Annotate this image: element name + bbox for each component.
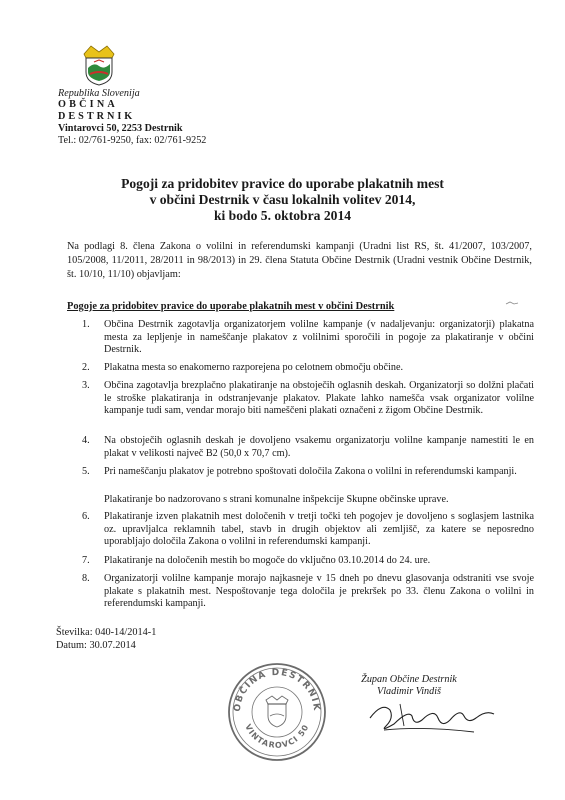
item-number: 8. [82,573,90,584]
municipal-crest-icon [82,44,116,86]
item-number: 6. [82,511,90,522]
item-text: Pri nameščanju plakatov je potrebno spoštovati določila Zakona o volilni in referendumski kampanji. [104,466,517,477]
list-item [82,511,534,549]
title-line-3: ki bodo 5. oktobra 2014 [213,208,352,223]
document-title [60,176,505,224]
intro-paragraph: Na podlagi 8. člena Zakona o volilni in referendumski kampanji (Uradni list RS, št. 41/2007, 103/2007, 105/2008, 11/2011, 28/2011 in 98/2013) in 29. člena Statuta Občine Destrnik (Uradni vestnik Občine Destrnik, št. 10/10, 11/10) objavljam: [67,241,532,281]
item-text: Plakatna mesta so enakomerno razporejena po celotnem območju občine. [104,362,404,373]
official-stamp-icon [222,656,332,766]
header-address: Vintarovci 50, 2253 Destrnik [58,123,183,134]
item-number: 7. [82,555,90,566]
list-item [82,555,534,568]
item-text: Organizatorji volilne kampanje morajo najkasneje v 15 dneh po dnevu glasovanja odstraniti vse svoje plakate s plakatnih mest. Nespoštovanje tega določila je prekršek po 33. členu Zakona o volilni in referendumski kampanji. [104,573,534,610]
list-item [82,362,534,375]
svg-text:OBČINA DESTRNIK: OBČINA DESTRNIK [232,667,322,713]
section-heading: Pogoje za pridobitev pravice do uporabe plakatnih mest v občini Destrnik [67,301,395,312]
item-text: Občina Destrnik zagotavlja organizatorjem volilne kampanje (v nadaljevanju: organizatorji) plakatna mesta za lepljenje in nameščanje plakatov z volilnimi sporočili in pogoje za plakatiranje v občini Destrnik. [104,319,534,356]
handwritten-signature-icon [364,696,504,738]
list-item [82,435,534,460]
item-number: 2. [82,362,90,373]
header-republic: Republika Slovenija [58,88,140,99]
item-number: 5. [82,466,90,477]
document-number: Številka: 040-14/2014-1 [56,627,157,638]
list-item-note: Plakatiranje bo nadzorovano s strani komunalne inšpekcije Skupne občinske uprave. [104,494,449,505]
title-line-2: v občini Destrnik v času lokalnih volitev 2014, [149,192,416,207]
item-text: Plakatiranje na določenih mestih bo mogoče do vključno 03.10.2014 do 24. ure. [104,555,431,566]
header-municipality-name: DESTRNIK [58,111,136,122]
svg-text:VINTAROVCI 50: VINTAROVCI 50 [243,722,311,750]
item-number: 4. [82,435,90,446]
item-number: 3. [82,380,90,391]
list-item [82,573,534,611]
list-item [82,380,534,418]
signatory-role: Župan Občine Destrnik [361,674,457,685]
item-text: Občina zagotavlja brezplačno plakatiranje na obstoječih oglasnih deskah. Organizatorji so dolžni plačati le stroške plakatiranja in odstranjevanje plakatov. Plakate lahko namešča vsak organizator volilne kampanje tudi sam, vendar morajo biti nameščeni plakati označeni z žigom Občine Destrnik. [104,380,534,417]
item-text: Na obstoječih oglasnih deskah je dovoljeno vsakemu organizatorju volilne kampanje namestiti le en plakat v velikosti največ B2 (50,0 x 70,7 cm). [104,435,534,459]
item-number: 1. [82,319,90,330]
document-date: Datum: 30.07.2014 [56,640,136,651]
header-phone-fax: Tel.: 02/761-9250, fax: 02/761-9252 [58,135,207,146]
list-item [82,319,534,357]
header-obcina: OBČINA [58,99,118,110]
list-item [82,466,534,479]
scan-mark-icon [505,300,519,306]
item-text: Plakatiranje izven plakatnih mest določenih v tretji točki teh pogojev je dovoljeno s soglasjem lastnika oz. upravljalca reklamnih tabel, stavb in drugih objektov ali zemljišč, za katere se neposredno uporabljajo določila Zakona o volilni in referendumski kampanji. [104,511,534,548]
title-line-1: Pogoji za pridobitev pravice do uporabe plakatnih mest [121,176,444,191]
signatory-name: Vladimir Vindiš [376,686,442,698]
